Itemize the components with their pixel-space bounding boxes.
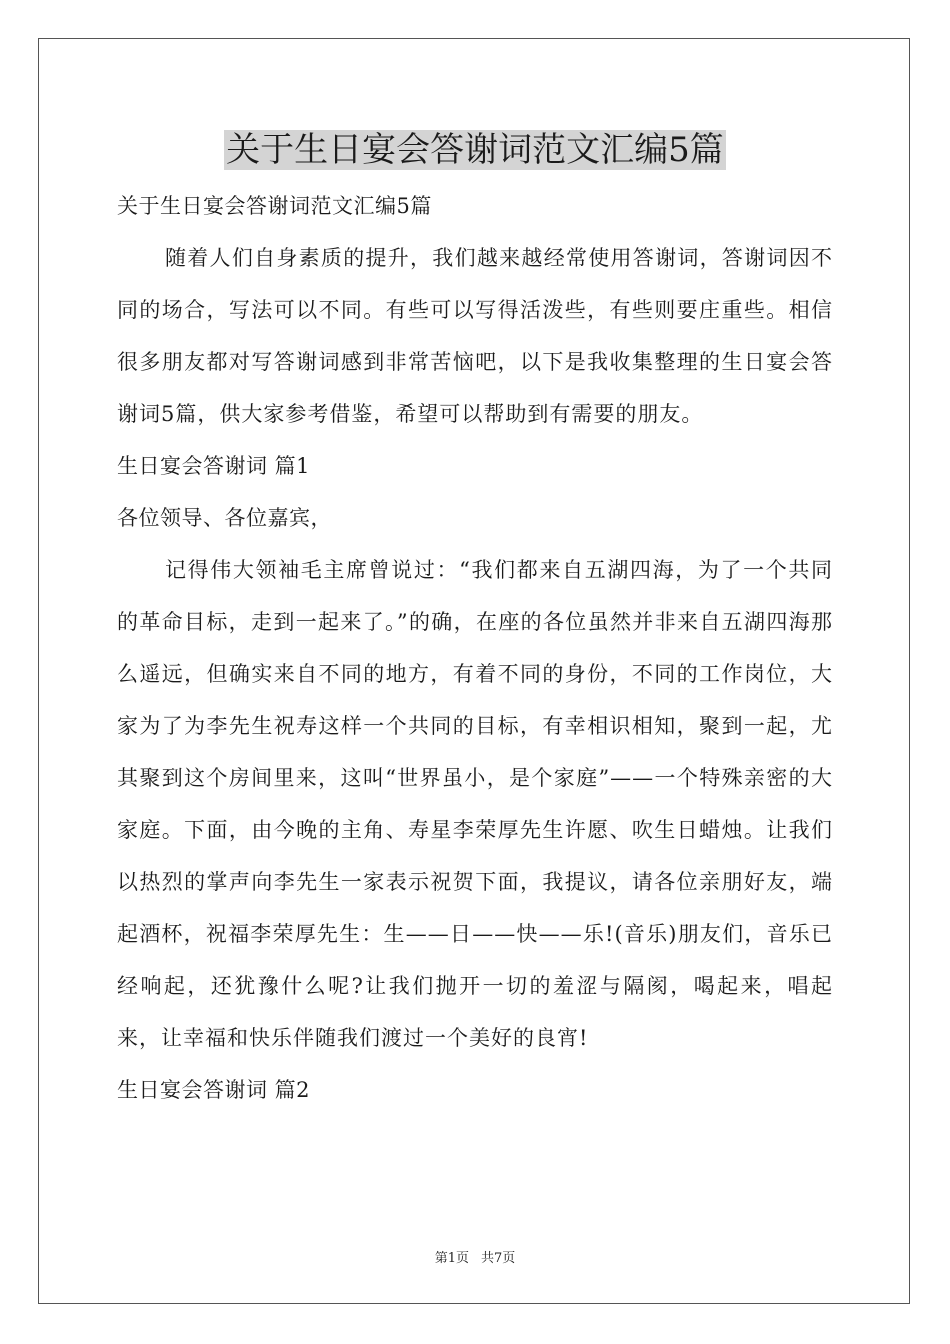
section-heading-1: 生日宴会答谢词 篇1 bbox=[117, 454, 311, 478]
salutation: 各位领导、各位嘉宾， bbox=[117, 506, 332, 530]
section-1-paragraph: 记得伟大领袖毛主席曾说过：“我们都来自五湖四海，为了一个共同的革命目标，走到一起来了。”的确，在座的各位虽然并非来自五湖四海那么遥远，但确实来自不同的地方，有着不同的身份，不同的工作岗位，大家为了为李先生祝寿这样一个共同的目标，有幸相识相知，聚到一起，尤其聚到这个房间里来，这叫“世界虽小，是个家庭”——一个特殊亲密的大家庭。下面，由今晚的主角、寿星李荣厚先生许愿、吹生日蜡烛。让我们以热烈的掌声向李先生一家表示祝贺下面，我提议，请各位亲朋好友，端起酒杯，祝福李荣厚先生：生——日——快——乐!(音乐)朋友们，音乐已经响起，还犹豫什么呢?让我们抛开一切的羞涩与隔阂，喝起来，唱起来，让幸福和快乐伴随我们渡过一个美好的良宵! bbox=[117, 558, 833, 1050]
document-body bbox=[117, 120, 833, 1116]
page-number-current: 第1页 bbox=[434, 1251, 469, 1266]
section-heading-2: 生日宴会答谢词 篇2 bbox=[117, 1078, 311, 1102]
intro-paragraph: 随着人们自身素质的提升，我们越来越经常使用答谢词，答谢词因不同的场合，写法可以不同。有些可以写得活泼些，有些则要庄重些。相信很多朋友都对写答谢词感到非常苦恼吧，以下是我收集整理的生日宴会答谢词5篇，供大家参考借鉴，希望可以帮助到有需要的朋友。 bbox=[117, 246, 833, 426]
page-number-total: 共7页 bbox=[481, 1251, 516, 1266]
document-subtitle: 关于生日宴会答谢词范文汇编5篇 bbox=[117, 194, 432, 218]
document-title bbox=[117, 120, 833, 180]
document-title-text: 关于生日宴会答谢词范文汇编5篇 bbox=[226, 130, 724, 170]
page-footer bbox=[0, 1247, 950, 1266]
